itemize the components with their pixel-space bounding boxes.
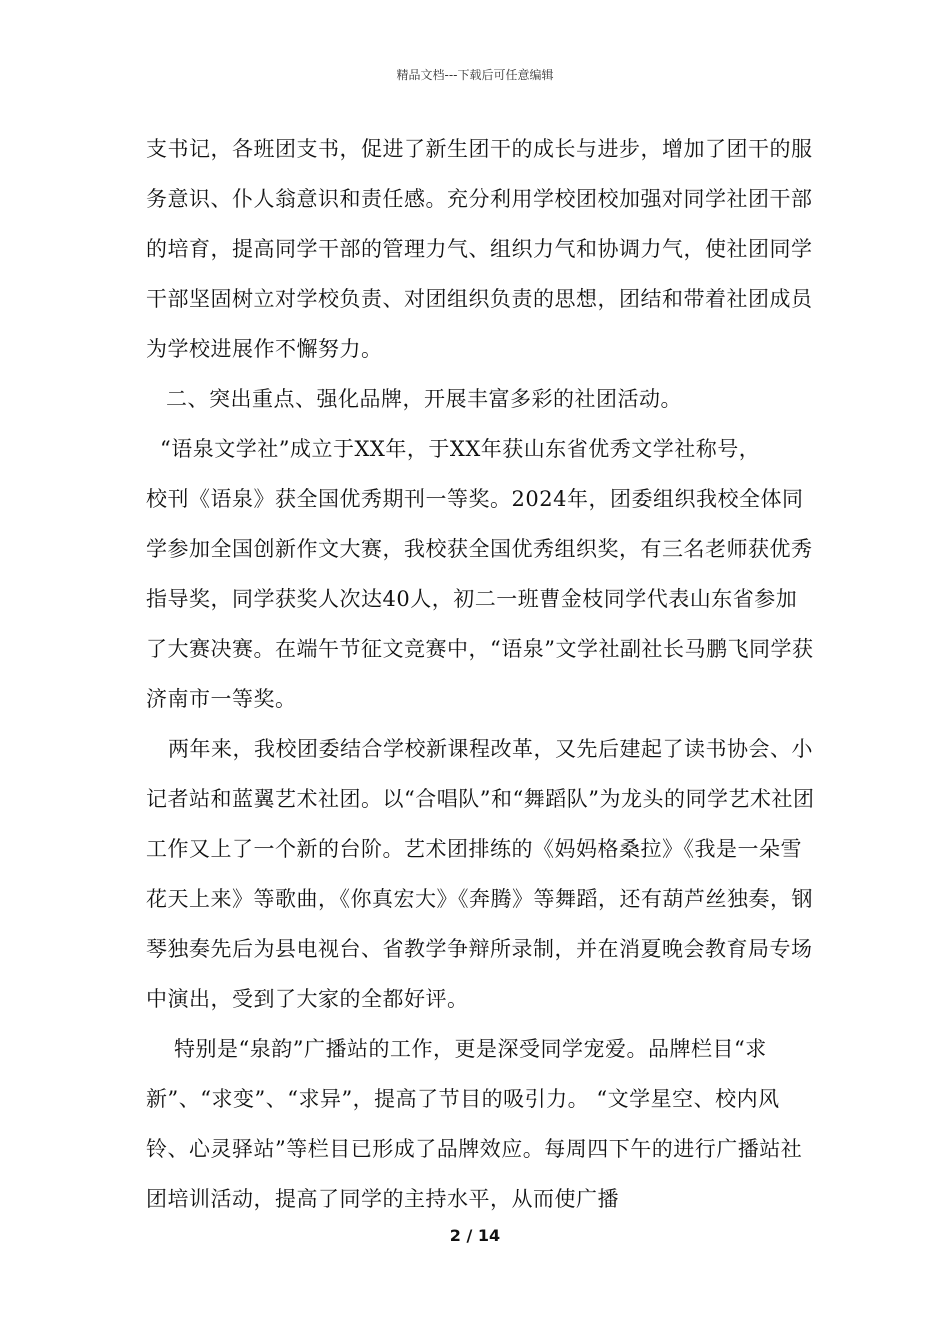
paragraph-5: 两年来，我校团委结合学校新课程改革，又先后建起了读书协会、小记者站和蓝翼艺术社团。以“合唱队”和“舞蹈队”为龙头的同学艺术社团工作又上了一个新的台阶。艺术团排练的《妈妈格桑拉》《我是一朵雪花天上来》等歌曲，《你真宏大》《奔腾》等舞蹈，还有葫芦丝独奏，钢琴独奏先后为县电视台、省教学争辩所录制，并在消夏晚会教育局专场中演出，受到了大家的全都好评。 — [146, 737, 815, 1011]
paragraph-2-heading: 二、突出重点、强化品牌，开展丰富多彩的社团活动。 — [166, 387, 682, 411]
paragraph-4: 校刊《语泉》获全国优秀期刊一等奖。2024年，团委组织我校全体同学参加全国创新作文大赛，我校获全国优秀组织奖，有三名老师获优秀指导奖，同学获奖人次达40人，初二一班曹金枝同学代表山东省参加了大赛决赛。在端午节征文竞赛中，“语泉”文学社副社长马鹏飞同学获济南市一等奖。 — [146, 487, 814, 711]
document-body — [146, 124, 816, 1224]
page-number: 2 / 14 — [449, 1226, 501, 1245]
page-header: 精品文档---下载后可任意编辑 — [396, 68, 554, 82]
paragraph-6: 特别是“泉韵”广播站的工作，更是深受同学宠爱。品牌栏目“求新”、“求变”、“求异”，提高了节目的吸引力。 “文学星空、校内风铃、心灵驿站”等栏目已形成了品牌效应。每周四下午的进行广播站社团培训活动，提高了同学的主持水平，从而使广播 — [146, 1037, 803, 1211]
paragraph-3: “语泉文学社”成立于XX年，于XX年获山东省优秀文学社称号， — [160, 437, 761, 461]
paragraph-1: 支书记，各班团支书，促进了新生团干的成长与进步，增加了团干的服务意识、仆人翁意识和责任感。充分利用学校团校加强对同学社团干部的培育，提高同学干部的管理力气、组织力气和协调力气，使社团同学干部坚固树立对学校负责、对团组织负责的思想，团结和带着社团成员为学校进展作不懈努力。 — [146, 137, 813, 361]
